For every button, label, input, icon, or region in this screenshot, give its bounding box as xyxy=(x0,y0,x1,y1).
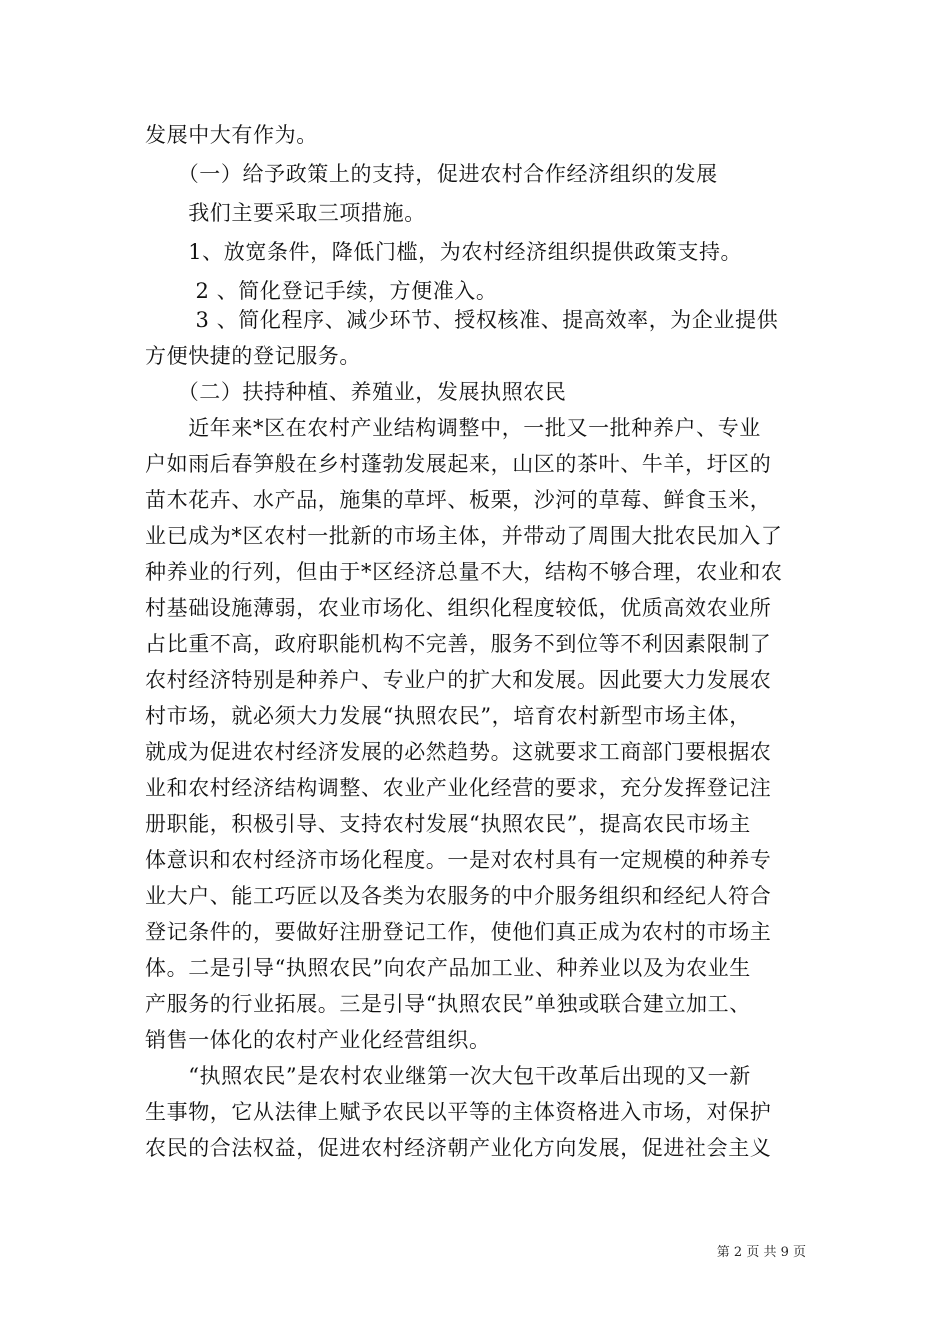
section-heading-2: （二）扶持种植、养殖业，发展执照农民 xyxy=(145,380,567,404)
body-text-line: 占比重不高，政府职能机构不完善，服务不到位等不利因素限制了 xyxy=(145,632,772,656)
list-item-2: 2 、简化登记手续，方便准入。 xyxy=(145,279,498,303)
body-text-line: 户如雨后春笋般在乡村蓬勃发展起来，山区的茶叶、牛羊，圩区的 xyxy=(145,452,772,476)
body-text-line: 发展中大有作为。 xyxy=(145,123,318,147)
body-text-line: 生事物，它从法律上赋予农民以平等的主体资格进入市场，对保护 xyxy=(145,1100,772,1124)
list-item-3: 3 、简化程序、减少环节、授权核准、提高效率，为企业提供 xyxy=(145,308,779,332)
body-text-line: 销售一体化的农村产业化经营组织。 xyxy=(145,1028,491,1052)
body-text-line: 农村经济特别是种养户、专业户的扩大和发展。因此要大力发展农 xyxy=(145,668,772,692)
body-text-line: “执照农民”是农村农业继第一次大包干改革后出现的又一新 xyxy=(145,1064,751,1088)
body-text-line: 业和农村经济结构调整、农业产业化经营的要求，充分发挥登记注 xyxy=(145,776,772,800)
body-text-line: 产服务的行业拓展。三是引导“执照农民”单独或联合建立加工、 xyxy=(145,992,751,1016)
body-text-line: 业大户、能工巧匠以及各类为农服务的中介服务组织和经纪人符合 xyxy=(145,884,772,908)
body-text-line: 就成为促进农村经济发展的必然趋势。这就要求工商部门要根据农 xyxy=(145,740,772,764)
body-text-line: 业已成为*区农村一批新的市场主体，并带动了周围大批农民加入了 xyxy=(145,524,783,548)
page-number-footer: 第 2 页 共 9 页 xyxy=(716,1245,806,1260)
body-text-line: 体。二是引导“执照农民”向农产品加工业、种养业以及为农业生 xyxy=(145,956,751,980)
body-text-line: 苗木花卉、水产品，施集的草坪、板栗，沙河的草莓、鲜食玉米， xyxy=(145,488,772,512)
body-text-line: 体意识和农村经济市场化程度。一是对农村具有一定规模的种养专 xyxy=(145,848,772,872)
body-text-line: 方便快捷的登记服务。 xyxy=(145,344,361,368)
body-text-line: 册职能，积极引导、支持农村发展“执照农民”，提高农民市场主 xyxy=(145,812,751,836)
list-item-1: 1、放宽条件，降低门槛，为农村经济组织提供政策支持。 xyxy=(145,240,743,264)
section-heading-1: （一）给予政策上的支持，促进农村合作经济组织的发展 xyxy=(145,162,718,186)
body-text-line: 村市场，就必须大力发展“执照农民”，培育农村新型市场主体， xyxy=(145,704,751,728)
body-text-line: 登记条件的，要做好注册登记工作，使他们真正成为农村的市场主 xyxy=(145,920,772,944)
body-text-line: 我们主要采取三项措施。 xyxy=(145,201,426,225)
body-text-line: 近年来*区在农村产业结构调整中，一批又一批种养户、专业 xyxy=(145,416,761,440)
body-text-line: 农民的合法权益，促进农村经济朝产业化方向发展，促进社会主义 xyxy=(145,1136,772,1160)
body-text-line: 种养业的行列，但由于*区经济总量不大，结构不够合理，农业和农 xyxy=(145,560,783,584)
body-text-line: 村基础设施薄弱，农业市场化、组织化程度较低，优质高效农业所 xyxy=(145,596,772,620)
